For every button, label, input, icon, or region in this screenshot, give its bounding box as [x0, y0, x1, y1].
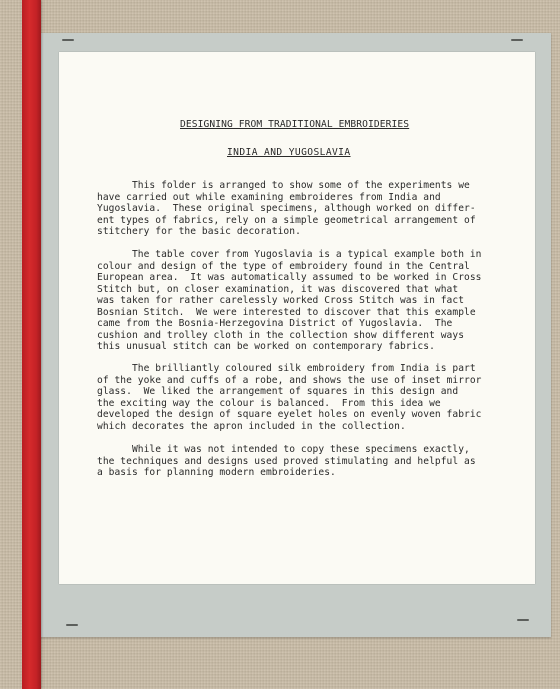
tack-bottom-right [517, 619, 529, 621]
paragraph-2 [97, 249, 527, 353]
text-line: was taken for rather carelessly worked Cross Stitch was in fact [97, 295, 465, 306]
text-line: colour and design of the type of embroidery found in the Central [97, 260, 470, 272]
page-subtitle: INDIA AND YUGOSLAVIA [227, 147, 351, 158]
page-title: DESIGNING FROM TRADITIONAL EMBROIDERIES [180, 119, 410, 130]
text-line: the techniques and designs used proved stimulating and helpful as [97, 455, 476, 467]
text-line: cushion and trolley cloth in the collection show different ways [97, 329, 465, 341]
text-line: The table cover from Yugoslavia is a typical example both in [97, 249, 482, 260]
text-line: Yugoslavia. These original specimens, although worked on differ- [97, 203, 476, 214]
tack-bottom-left [66, 624, 78, 626]
text-line: a basis for planning modern embroideries. [97, 467, 336, 478]
text-line: the exciting way the colour is balanced. From this idea we [97, 397, 441, 409]
text-line: Bosnian Stitch. We were interested to discover that this example [97, 306, 476, 318]
text-line: have carried out while examining embroideres from India and [97, 191, 441, 203]
text-line: stitchery for the basic decoration. [97, 226, 301, 237]
paragraph-4 [97, 444, 527, 479]
typed-sheet [59, 52, 535, 584]
text-line: Stitch but, on closer examination, it was discovered that what [97, 283, 459, 295]
text-line: glass. We liked the arrangement of squares in this design and [97, 386, 459, 397]
tack-top-left [62, 39, 74, 41]
text-line: developed the design of square eyelet holes on evenly woven fabric [97, 409, 482, 420]
paragraph-1 [97, 180, 527, 238]
text-line: This folder is arranged to show some of the experiments we [97, 180, 470, 191]
text-line: The brilliantly coloured silk embroidery from India is part [97, 363, 476, 374]
text-line: While it was not intended to copy these specimens exactly, [97, 444, 470, 455]
paragraph-3 [97, 363, 527, 432]
text-line: which decorates the apron included in the collection. [97, 420, 406, 432]
text-line: ent types of fabrics, rely on a simple geometrical arrangement of [97, 214, 476, 226]
text-line: European area. It was automatically assumed to be worked in Cross [97, 272, 482, 283]
text-line: of the yoke and cuffs of a robe, and shows the use of inset mirror [97, 374, 482, 386]
text-line: came from the Bosnia-Herzegovina District of Yugoslavia. The [97, 318, 453, 329]
red-ribbon [22, 0, 41, 689]
text-line: this unusual stitch can be worked on contemporary fabrics. [97, 341, 435, 352]
tack-top-right [511, 39, 523, 41]
